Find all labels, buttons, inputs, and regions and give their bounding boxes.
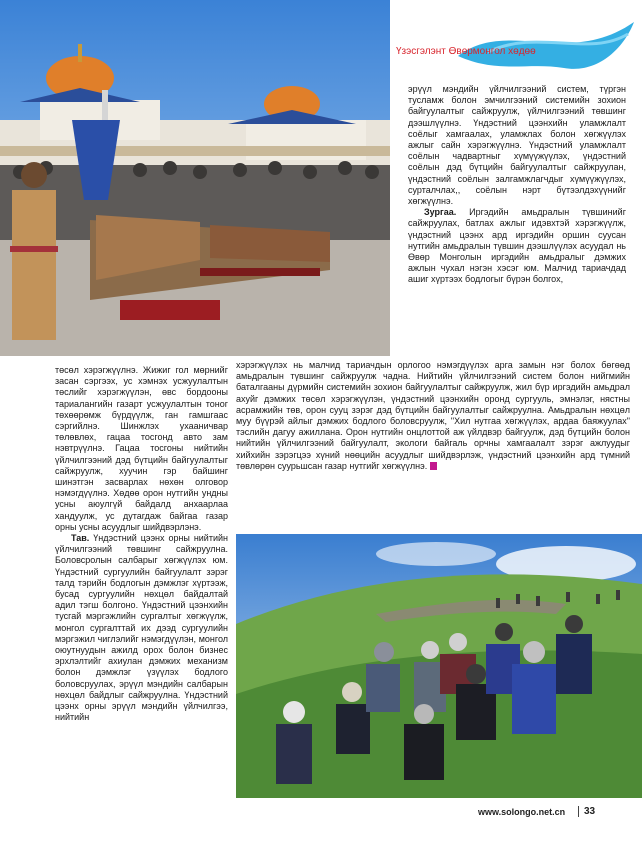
text-column-right <box>408 84 626 286</box>
page-number: 33 <box>584 806 596 817</box>
text-column-wide <box>236 360 630 472</box>
paragraph: эрүүл мэндийн үйлчилгээний систем, түргэн тусламж болон эмчилгээний системийн зохион байгуулалтыг сайжруулж, үйлчилгээний төвшинг дээшлүүлнэ. Үндэстний цээнхийн уламжлалт соёлыг хамгаалах, уламжлах болон хөгжүүлэх ажлыг сайн хэрэгжүүлнэ. Үндэстний уламжлалт соёлын чадвартныг хүмүүжүүлэх, үндэстний соёлын дэд бүтцийн байгуулалтыг сайжруулан, үндэстний соёлын залгамжлагчдыг хүмүүжүүлэх, сурталчлах,, соёлын нэрт бүтээлдэхүүнийг хөгжүүлнэ. <box>408 84 626 207</box>
paragraph <box>236 360 630 472</box>
paragraph: төсөл хэрэгжүүлнэ. Жижиг гол мөрнийг засан сэргээх, ус хэмнэх усжуулалтын төслийг хэрэгжүүлэн, өвс бордооны тариалангийн газарт усжуулалтын тоног төхөөрөмж бүрдүүлж, ган гамшгаас сэргийлнэ. Шинжлэх ухааничвар төлөвлөх, гацаа тосгонд авто зам нэвтрүүлнэ. Гацаа тосгоны нийтийн үйлчилгээний дэд бүтцийн байгуулалтыг сайжруулж, хуучин гэр байшинг шинэтгэн засварлах нөхөн олговор нэмэгдүүлнэ. Хөдөө орон нутгийн ундны усны аюулгүй байдалд анхаарлаа хандуулж, ус дутагдаж байгаа газар орны усны асуудлыг шийдвэрлэнэ. <box>55 365 228 532</box>
page-header-title: Үзэсгэлэнт Өвөрмонгол хөдөө <box>396 46 536 57</box>
photo-hillside-gathering-icon <box>236 534 642 798</box>
ribbon-decoration-icon <box>448 8 644 78</box>
end-mark-icon <box>430 462 437 470</box>
paragraph-text: хэрэгжүүлэх нь малчид тариачдын орлогоо нэмэгдүүлэх арга замын нэг болох бөгөөд амьдралын түвшинг сайжруулж чадна. Нийтийн үйлчилгээний систем болон нийгмийн баталгааны дүрмийн системийн зохион байгуулалтыг сайжруулж, жил бүр иргэдийн амьдрал ахуйг дэмжих төсөл хэрэгжүүлэн, үндэстний цээнхийн оронд сургууль, эмнэлэг, нястны асрамжийн төв, орон сууц зэрэг дэд бүтцийн байгуулалтыг сайжруулна. Амьдралын нөхцөл муу бүүрэй айлыг дэмжих бодлого боловсруулж, "Хил нутгаа хөгжүүлэх, ардаа баяжуулах" тэслийн дагуу ажиллана. Орон нутгийн онцлоттой аж үйлдвэр байгуулж, дэд бүтцийн болон нийтийн үйлчилгээний байгуулалт, экологи байгаль орчны хамгаалалт зэрэг ажлуудыг хийхийн зэрэгцээ хүний нөөцийн асуудлыг шийдвэрлэж, үндэстний цээнхийн ард түмний төвлөрөн суурьшсан газар нутгийг хөгжүүлнэ. <box>236 360 630 471</box>
section-lead: Зургаа. <box>424 207 457 218</box>
section-lead: Тав. <box>71 533 90 544</box>
photo-hillside-gathering <box>236 534 642 798</box>
footer-url: www.solongo.net.cn <box>478 807 566 817</box>
footer-divider <box>578 806 579 817</box>
paragraph <box>55 533 228 723</box>
photo-ceremony-icon <box>0 0 390 356</box>
paragraph-text: Үндэстний цээнх орны нийтийн үйлчилгээний төвшинг сайжруулна. Боловсролын салбарыг хөгжүүлэх юм. Үндэстний сургуулийн байгуулалт зэрэг талд тэрийн бодлогын дэмжлэг хүртээж, бусад сургуулийн нөхцөл байдалтай адил тэгш болгоно. Үндэстний цээнхийн тусгай мэргэжлийн сургалтыг хөгжүүлж, монгол сургалттай их дээд сургуулийн мэргэжил чиглэлийг нэмэгдүүлэн, монгол оюутнуудын ажилд орох болон бизнес эрхлэлтийг ахиулан дэмжих механизм болон дэмжлэг үзүүлэх бодлого боловсруулах, эрүүл мэндийн салбарын нөхцөл байдлыг сайжруулна. Үндэстний цээнх орны эрүүл мэндийн үйлчилгээ, нийтийн <box>55 533 228 723</box>
paragraph-text: Иргэдийн амьдралын түвшинийг сайжруулах, батлах ажлыг идэвхтэй хэрэгжүүлж, үндэстний цээнх ард иргэдийн оршин суусан нутгийн амьдралын түвшин дээшлүүлэх асуудал нь Өвөр Монголын иргэдийн амьдралыг дэмжих ажлын чухал нэгэн хэсэг юм. Малчид тариачдад ашиг хүртээх бодлогыг бүрэн болгох, <box>408 207 626 285</box>
paragraph <box>408 207 626 285</box>
photo-ceremony <box>0 0 390 356</box>
text-column-left <box>55 365 228 724</box>
